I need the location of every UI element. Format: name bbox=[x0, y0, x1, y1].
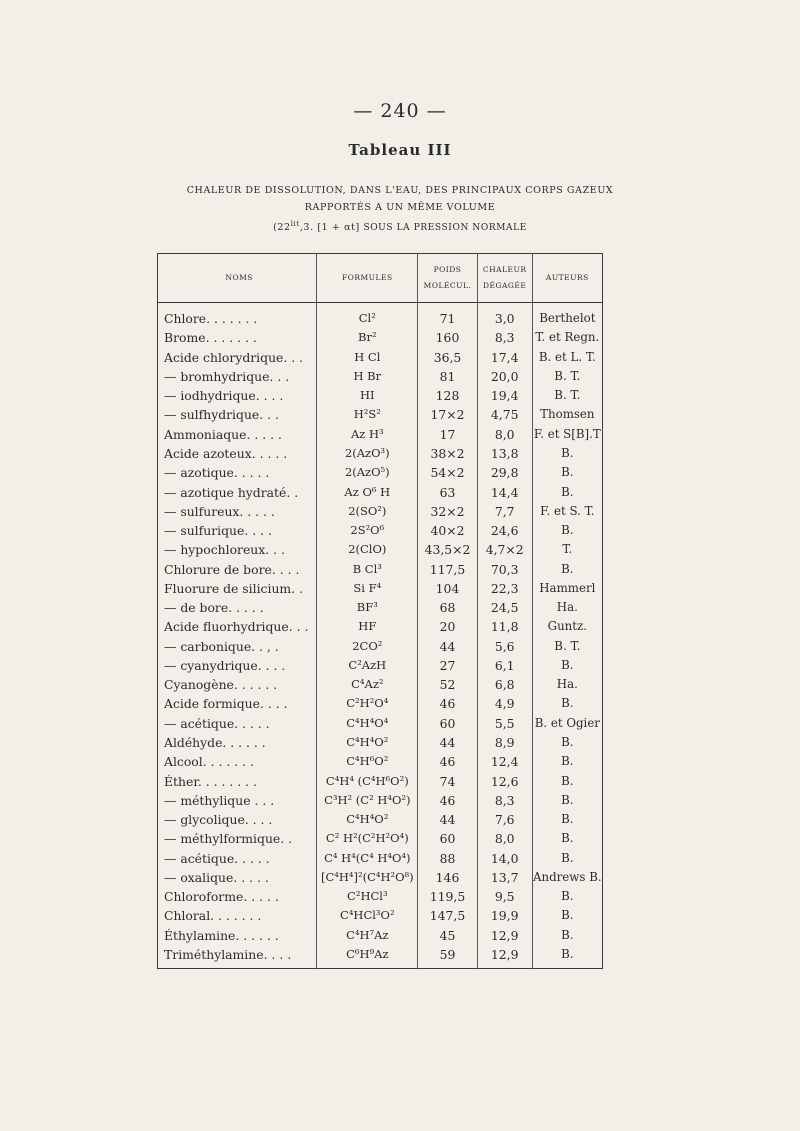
cell-author: B. bbox=[561, 927, 574, 942]
cell-name: Chlore. . . . . . . bbox=[158, 303, 317, 329]
header-weight-line-1: POIDS bbox=[433, 265, 462, 274]
cell-author: B. bbox=[561, 445, 574, 460]
cell-weight: 44 bbox=[418, 810, 477, 829]
cell-author: T. bbox=[562, 542, 573, 557]
cell-weight: 104 bbox=[418, 579, 477, 598]
cell-weight: 40×2 bbox=[418, 521, 477, 540]
cell-weight: 52 bbox=[418, 675, 477, 694]
cell-weight: 117,5 bbox=[418, 559, 477, 578]
cell-heat: 8,9 bbox=[477, 733, 532, 752]
table-row bbox=[158, 887, 603, 906]
cell-author: B. T. bbox=[554, 368, 581, 383]
table-row bbox=[158, 502, 603, 521]
table-row bbox=[158, 425, 603, 444]
table-row bbox=[158, 482, 603, 501]
cell-formula: C⁴H⁶O² bbox=[317, 752, 418, 771]
table-body bbox=[158, 303, 603, 969]
cell-formula: Br² bbox=[317, 328, 418, 347]
table-row bbox=[158, 598, 603, 617]
header-names: NOMS bbox=[158, 254, 317, 303]
cell-formula: 2(SO²) bbox=[317, 502, 418, 521]
cell-heat: 20,0 bbox=[477, 367, 532, 386]
cell-author: B. bbox=[561, 812, 574, 827]
cell-formula: C⁴Az² bbox=[317, 675, 418, 694]
cell-weight: 54×2 bbox=[418, 463, 477, 482]
subtitle-formula: ,3. [1 + αt] bbox=[299, 222, 364, 234]
table-row bbox=[158, 386, 603, 405]
cell-formula: H Cl bbox=[317, 348, 418, 367]
cell-weight: 59 bbox=[418, 945, 477, 969]
cell-name: Acide chlorydrique. . . bbox=[158, 348, 317, 367]
cell-formula: Si F⁴ bbox=[317, 579, 418, 598]
cell-formula: 2(AzO³) bbox=[317, 444, 418, 463]
cell-heat: 4,7×2 bbox=[477, 540, 532, 559]
cell-formula: C⁴H⁴O² bbox=[317, 810, 418, 829]
cell-weight: 38×2 bbox=[418, 444, 477, 463]
cell-weight: 81 bbox=[418, 367, 477, 386]
cell-heat: 8,0 bbox=[477, 425, 532, 444]
cell-author: B. bbox=[561, 561, 574, 576]
cell-author: B. bbox=[561, 657, 574, 672]
cell-author: Hammerl bbox=[539, 580, 596, 595]
cell-formula: H²S² bbox=[317, 405, 418, 424]
cell-formula: C⁴H⁴O² bbox=[317, 733, 418, 752]
cell-formula: C²H²O⁴ bbox=[317, 694, 418, 713]
table-row bbox=[158, 637, 603, 656]
cell-name: — sulfureux. . . . . bbox=[158, 502, 317, 521]
cell-author: B. bbox=[561, 831, 574, 846]
cell-author: B. bbox=[561, 792, 574, 807]
cell-weight: 68 bbox=[418, 598, 477, 617]
cell-formula: 2CO² bbox=[317, 637, 418, 656]
table-row bbox=[158, 463, 603, 482]
cell-heat: 14,4 bbox=[477, 482, 532, 501]
cell-author: T. et Regn. bbox=[535, 330, 600, 345]
cell-weight: 17 bbox=[418, 425, 477, 444]
cell-name: — glycolique. . . . bbox=[158, 810, 317, 829]
cell-heat: 4,9 bbox=[477, 694, 532, 713]
cell-weight: 45 bbox=[418, 926, 477, 945]
cell-author: F. et S. T. bbox=[540, 503, 595, 518]
cell-formula: [C⁴H⁴]²(C⁴H²O⁸) bbox=[317, 868, 418, 887]
cell-name: — oxalique. . . . . bbox=[158, 868, 317, 887]
cell-heat: 12,6 bbox=[477, 771, 532, 790]
cell-author: B. bbox=[561, 850, 574, 865]
cell-name: — iodhydrique. . . . bbox=[158, 386, 317, 405]
cell-weight: 46 bbox=[418, 694, 477, 713]
cell-heat: 12,9 bbox=[477, 926, 532, 945]
cell-weight: 32×2 bbox=[418, 502, 477, 521]
table-row bbox=[158, 367, 603, 386]
cell-author: B. T. bbox=[554, 388, 581, 403]
cell-name: Chloral. . . . . . . bbox=[158, 906, 317, 925]
table-row bbox=[158, 694, 603, 713]
cell-weight: 27 bbox=[418, 656, 477, 675]
cell-author: B. bbox=[561, 754, 574, 769]
cell-author: B. bbox=[561, 523, 574, 538]
header-weight bbox=[418, 254, 477, 303]
cell-author: Berthelot bbox=[539, 311, 596, 326]
cell-author: B. bbox=[561, 696, 574, 711]
cell-formula: C⁴ H⁴(C⁴ H⁴O⁴) bbox=[317, 848, 418, 867]
header-heat-line-2: DÉGAGÉE bbox=[483, 281, 527, 290]
cell-weight: 60 bbox=[418, 829, 477, 848]
table-subtitle bbox=[130, 182, 670, 237]
table-row bbox=[158, 791, 603, 810]
cell-name: — azotique hydraté. . bbox=[158, 482, 317, 501]
cell-formula: HI bbox=[317, 386, 418, 405]
cell-name: — cyanydrique. . . . bbox=[158, 656, 317, 675]
cell-weight: 88 bbox=[418, 848, 477, 867]
cell-heat: 14,0 bbox=[477, 848, 532, 867]
subtitle-line-2: RAPPORTÉS A UN MÊME VOLUME bbox=[304, 202, 496, 213]
cell-name: — sulfhydrique. . . bbox=[158, 405, 317, 424]
table-row bbox=[158, 617, 603, 636]
cell-formula: C²HCl³ bbox=[317, 887, 418, 906]
cell-formula: C⁴H⁴ (C⁴H⁶O²) bbox=[317, 771, 418, 790]
cell-weight: 36,5 bbox=[418, 348, 477, 367]
cell-name: Brome. . . . . . . bbox=[158, 328, 317, 347]
cell-heat: 19,4 bbox=[477, 386, 532, 405]
cell-name: Acide azoteux. . . . . bbox=[158, 444, 317, 463]
cell-heat: 11,8 bbox=[477, 617, 532, 636]
cell-weight: 74 bbox=[418, 771, 477, 790]
cell-name: Cyanogène. . . . . . bbox=[158, 675, 317, 694]
cell-heat: 12,9 bbox=[477, 945, 532, 969]
cell-formula: C²AzH bbox=[317, 656, 418, 675]
cell-heat: 22,3 bbox=[477, 579, 532, 598]
cell-name: Acide fluorhydrique. . . bbox=[158, 617, 317, 636]
table-row bbox=[158, 771, 603, 790]
table-row bbox=[158, 810, 603, 829]
table-row bbox=[158, 559, 603, 578]
cell-formula: B Cl³ bbox=[317, 559, 418, 578]
header-weight-line-2: MOLÉCUL. bbox=[423, 281, 472, 290]
subtitle-pressure: SOUS LA PRESSION NORMALE bbox=[363, 223, 527, 234]
table-row bbox=[158, 444, 603, 463]
cell-formula: 2S²O⁶ bbox=[317, 521, 418, 540]
cell-heat: 8,3 bbox=[477, 791, 532, 810]
cell-formula: Cl² bbox=[317, 303, 418, 329]
cell-heat: 6,8 bbox=[477, 675, 532, 694]
cell-formula: H Br bbox=[317, 367, 418, 386]
cell-author: Thomsen bbox=[540, 407, 595, 422]
cell-weight: 44 bbox=[418, 733, 477, 752]
table-row bbox=[158, 540, 603, 559]
cell-author: B. bbox=[561, 889, 574, 904]
cell-author: B. bbox=[561, 946, 574, 961]
table-row bbox=[158, 829, 603, 848]
cell-heat: 13,8 bbox=[477, 444, 532, 463]
cell-weight: 46 bbox=[418, 752, 477, 771]
table-row bbox=[158, 868, 603, 887]
cell-formula: 2(ClO) bbox=[317, 540, 418, 559]
table-row bbox=[158, 656, 603, 675]
cell-weight: 147,5 bbox=[418, 906, 477, 925]
cell-heat: 17,4 bbox=[477, 348, 532, 367]
cell-weight: 146 bbox=[418, 868, 477, 887]
table-row bbox=[158, 328, 603, 347]
cell-formula: HF bbox=[317, 617, 418, 636]
cell-name: — méthylique . . . bbox=[158, 791, 317, 810]
cell-name: Alcool. . . . . . . bbox=[158, 752, 317, 771]
table-row bbox=[158, 848, 603, 867]
header-heat-line-1: CHALEUR bbox=[482, 265, 527, 274]
cell-formula: Az O⁶ H bbox=[317, 482, 418, 501]
cell-author: B. bbox=[561, 734, 574, 749]
cell-formula: C⁶H⁹Az bbox=[317, 945, 418, 969]
cell-author: B. bbox=[561, 908, 574, 923]
cell-name: — hypochloreux. . . bbox=[158, 540, 317, 559]
cell-heat: 3,0 bbox=[477, 303, 532, 329]
cell-weight: 71 bbox=[418, 303, 477, 329]
subtitle-volume: (22 bbox=[273, 222, 291, 234]
cell-name: — acétique. . . . . bbox=[158, 714, 317, 733]
table-row bbox=[158, 303, 603, 329]
cell-weight: 119,5 bbox=[418, 887, 477, 906]
cell-name: — carbonique. . , . bbox=[158, 637, 317, 656]
cell-heat: 29,8 bbox=[477, 463, 532, 482]
cell-name: Ammoniaque. . . . . bbox=[158, 425, 317, 444]
cell-formula: C² H²(C²H²O⁴) bbox=[317, 829, 418, 848]
cell-author: B. T. bbox=[554, 638, 581, 653]
subtitle-line-1: CHALEUR DE DISSOLUTION, DANS L'EAU, DES PRINCIPAUX CORPS GAZEUX bbox=[186, 185, 614, 196]
cell-author: Andrews B. bbox=[533, 869, 602, 884]
cell-heat: 7,7 bbox=[477, 502, 532, 521]
cell-formula: BF³ bbox=[317, 598, 418, 617]
cell-heat: 70,3 bbox=[477, 559, 532, 578]
table-row bbox=[158, 945, 603, 969]
table-row bbox=[158, 348, 603, 367]
cell-author: B. bbox=[561, 773, 574, 788]
cell-author: Guntz. bbox=[547, 619, 587, 634]
cell-author: B. et L. T. bbox=[538, 349, 596, 364]
header-formulas: FORMULES bbox=[317, 254, 418, 303]
table-header-row bbox=[158, 254, 603, 303]
cell-formula: C⁴H⁷Az bbox=[317, 926, 418, 945]
cell-heat: 12,4 bbox=[477, 752, 532, 771]
table-title: Tableau III bbox=[348, 141, 452, 159]
header-authors: AUTEURS bbox=[532, 254, 602, 303]
cell-formula: 2(AzO⁵) bbox=[317, 463, 418, 482]
table-row bbox=[158, 675, 603, 694]
cell-formula: Az H³ bbox=[317, 425, 418, 444]
subtitle-line-3 bbox=[130, 216, 670, 237]
cell-weight: 20 bbox=[418, 617, 477, 636]
cell-name: Chloroforme. . . . . bbox=[158, 887, 317, 906]
cell-name: Éthylamine. . . . . . bbox=[158, 926, 317, 945]
cell-name: — acétique. . . . . bbox=[158, 848, 317, 867]
cell-author: B. et Ogier bbox=[534, 715, 600, 730]
cell-heat: 5,5 bbox=[477, 714, 532, 733]
cell-author: B. bbox=[561, 484, 574, 499]
cell-name: — bromhydrique. . . bbox=[158, 367, 317, 386]
cell-name: — de bore. . . . . bbox=[158, 598, 317, 617]
cell-name: — sulfurique. . . . bbox=[158, 521, 317, 540]
table-row bbox=[158, 926, 603, 945]
table-row bbox=[158, 405, 603, 424]
cell-weight: 43,5×2 bbox=[418, 540, 477, 559]
cell-weight: 60 bbox=[418, 714, 477, 733]
cell-weight: 17×2 bbox=[418, 405, 477, 424]
cell-heat: 4,75 bbox=[477, 405, 532, 424]
cell-formula: C³H² (C² H⁴O²) bbox=[317, 791, 418, 810]
cell-heat: 7,6 bbox=[477, 810, 532, 829]
cell-heat: 5,6 bbox=[477, 637, 532, 656]
cell-name: Triméthylamine. . . . bbox=[158, 945, 317, 969]
page-number: — 240 — bbox=[353, 100, 447, 122]
cell-author: F. et S[B].T bbox=[533, 426, 601, 441]
cell-heat: 13,7 bbox=[477, 868, 532, 887]
cell-weight: 63 bbox=[418, 482, 477, 501]
cell-heat: 24,5 bbox=[477, 598, 532, 617]
table-row bbox=[158, 714, 603, 733]
table-row bbox=[158, 733, 603, 752]
table-row bbox=[158, 579, 603, 598]
table-row bbox=[158, 752, 603, 771]
cell-formula: C⁴H⁴O⁴ bbox=[317, 714, 418, 733]
cell-name: Éther. . . . . . . . bbox=[158, 771, 317, 790]
cell-name: Fluorure de silicium. . bbox=[158, 579, 317, 598]
cell-name: Aldéhyde. . . . . . bbox=[158, 733, 317, 752]
cell-weight: 44 bbox=[418, 637, 477, 656]
cell-heat: 8,3 bbox=[477, 328, 532, 347]
table-row bbox=[158, 906, 603, 925]
cell-heat: 8,0 bbox=[477, 829, 532, 848]
cell-name: — azotique. . . . . bbox=[158, 463, 317, 482]
cell-heat: 19,9 bbox=[477, 906, 532, 925]
table-row bbox=[158, 521, 603, 540]
cell-name: — méthylformique. . bbox=[158, 829, 317, 848]
cell-author: B. bbox=[561, 465, 574, 480]
cell-author: Ha. bbox=[556, 600, 578, 615]
cell-weight: 46 bbox=[418, 791, 477, 810]
cell-heat: 24,6 bbox=[477, 521, 532, 540]
cell-heat: 6,1 bbox=[477, 656, 532, 675]
cell-formula: C⁴HCl³O² bbox=[317, 906, 418, 925]
cell-name: Acide formique. . . . bbox=[158, 694, 317, 713]
cell-weight: 160 bbox=[418, 328, 477, 347]
header-heat bbox=[477, 254, 532, 303]
cell-weight: 128 bbox=[418, 386, 477, 405]
subtitle-volume-unit: lit bbox=[290, 220, 300, 228]
cell-name: Chlorure de bore. . . . bbox=[158, 559, 317, 578]
cell-heat: 9,5 bbox=[477, 887, 532, 906]
dissolution-heat-table bbox=[157, 253, 603, 969]
cell-author: Ha. bbox=[556, 677, 578, 692]
